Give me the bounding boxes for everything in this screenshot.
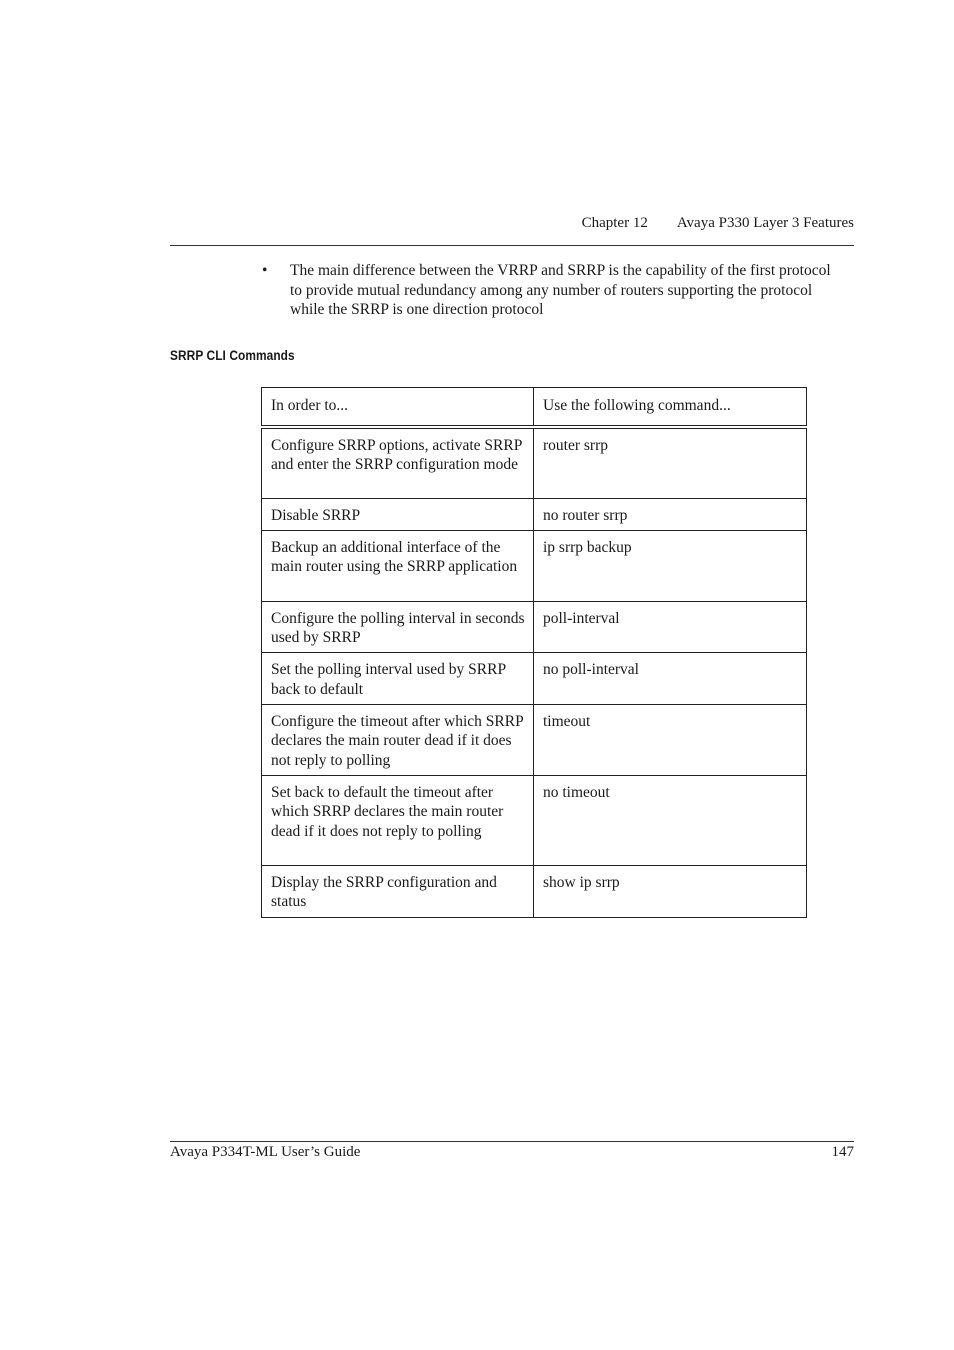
table-row [262,530,807,601]
commands-table [261,387,807,918]
command-cell: ip srrp backup [534,530,807,601]
purpose-cell: Configure the polling interval in seconds used by SRRP [262,601,534,653]
command-cell: poll-interval [534,601,807,653]
command-cell: timeout [534,704,807,775]
section-heading: SRRP CLI Commands [170,348,295,363]
table-row [262,427,807,498]
table-header-row [262,388,807,428]
column-header-command: Use the following command... [534,388,807,428]
purpose-cell: Configure the timeout after which SRRP declares the main router dead if it does not reply to polling [262,704,534,775]
command-cell: no router srrp [534,498,807,530]
chapter-title: Avaya P330 Layer 3 Features [676,215,854,231]
purpose-cell: Display the SRRP configuration and status [262,865,534,917]
purpose-cell: Disable SRRP [262,498,534,530]
bullet-symbol: • [262,262,268,279]
command-cell: show ip srrp [534,865,807,917]
table-row [262,775,807,865]
footer-guide-title: Avaya P334T-ML User’s Guide [170,1144,361,1160]
running-header [582,215,854,232]
chapter-label: Chapter 12 [581,215,648,231]
table-row [262,601,807,653]
bullet-item [262,261,842,320]
purpose-cell: Set back to default the timeout after which SRRP declares the main router dead if it does not reply to polling [262,775,534,865]
purpose-cell: Set the polling interval used by SRRP back to default [262,653,534,705]
table-row [262,653,807,705]
column-header-purpose: In order to... [262,388,534,428]
table-row [262,498,807,530]
table-row [262,865,807,917]
bullet-text: The main difference between the VRRP and SRRP is the capability of the first protocol to provide mutual redundancy among any number of routers supporting the protocol while the SRRP is one direction protocol [290,262,831,318]
purpose-cell: Backup an additional interface of the main router using the SRRP application [262,530,534,601]
page-number: 147 [831,1144,854,1160]
table-row [262,704,807,775]
header-rule [170,245,854,246]
footer-rule [170,1141,854,1142]
purpose-cell: Configure SRRP options, activate SRRP and enter the SRRP configuration mode [262,427,534,498]
command-cell: no poll-interval [534,653,807,705]
command-cell: no timeout [534,775,807,865]
command-cell: router srrp [534,427,807,498]
